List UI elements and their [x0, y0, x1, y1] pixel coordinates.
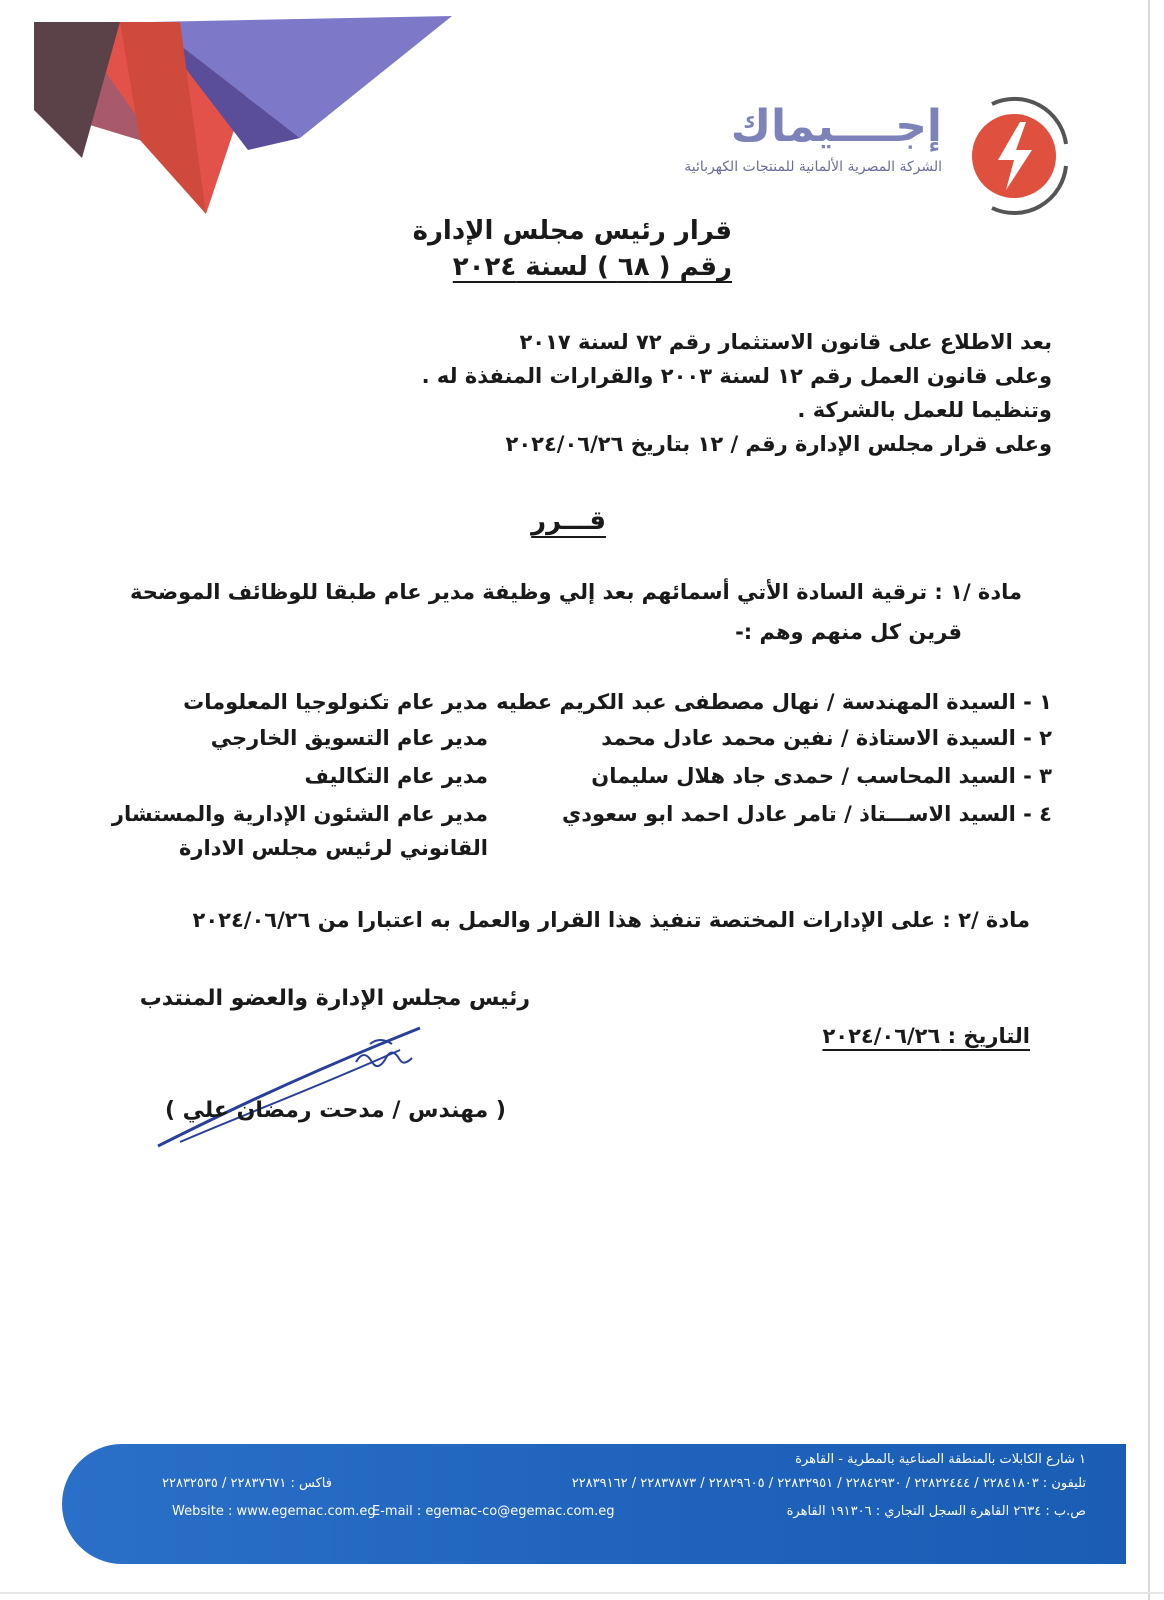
brand-block — [582, 98, 942, 176]
footer-fax: فاكس : ٢٢٨٣٧٦٧١ / ٢٢٨٣٢٥٣٥ — [162, 1476, 332, 1491]
footer-pobox: ص.ب : ٢٦٣٤ القاهرة السجل التجاري : ١٩١٣٠٦ القاهرة — [786, 1504, 1086, 1519]
footer-email: E-mail : egemac-co@egemac.com.eg — [372, 1504, 615, 1519]
appointee-name: ٢ - السيدة الاستاذة / نفين محمد عادل محمد — [601, 726, 1052, 750]
decision-date: التاريخ : ٢٠٢٤/٠٦/٢٦ — [822, 1024, 1030, 1048]
appointee-name: ٣ - السيد المحاسب / حمدى جاد هلال سليمان — [591, 764, 1052, 788]
handwritten-signature — [150, 1020, 450, 1150]
preamble-line: وعلى قانون العمل رقم ١٢ لسنة ٢٠٠٣ والقرارات المنفذة له . — [421, 364, 1052, 388]
page-edge — [1148, 0, 1150, 1600]
appointee-role: مدير عام الشئون الإدارية والمستشار — [111, 802, 488, 826]
decision-number: رقم ( ٦٨ ) لسنة ٢٠٢٤ — [452, 252, 732, 282]
appointee-role: مدير عام التكاليف — [304, 764, 488, 788]
signatory-title: رئيس مجلس الإدارة والعضو المنتدب — [139, 986, 530, 1011]
appointee-name: ١ - السيدة المهندسة / نهال مصطفى عبد الكريم عطيه — [496, 690, 1052, 714]
article-1-line-1: مادة /١ : ترقية السادة الأتي أسمائهم بعد إلي وظيفة مدير عام طبقا للوظائف الموضحة — [129, 580, 1022, 604]
article-1-line-2: قرين كل منهم وهم :- — [735, 620, 962, 644]
article-2: مادة /٢ : على الإدارات المختصة تنفيذ هذا القرار والعمل به اعتبارا من ٢٠٢٤/٠٦/٢٦ — [192, 908, 1030, 932]
preamble-line: وتنظيما للعمل بالشركة . — [797, 398, 1052, 422]
company-logo-icon — [962, 94, 1072, 218]
decision-heading: قـــرر — [531, 506, 606, 536]
footer-address: ١ شارع الكابلات بالمنطقة الصناعية بالمطرية - القاهرة — [795, 1452, 1086, 1467]
company-subtitle: الشركة المصرية الألمانية للمنتجات الكهربائية — [684, 159, 942, 175]
preamble-line: بعد الاطلاع على قانون الاستثمار رقم ٧٢ لسنة ٢٠١٧ — [519, 330, 1052, 354]
appointee-name: ٤ - السيد الاســـتاذ / تامر عادل احمد ابو سعودي — [562, 802, 1052, 826]
preamble-line: وعلى قرار مجلس الإدارة رقم / ١٢ بتاريخ ٢٠٢٤/٠٦/٢٦ — [505, 432, 1052, 456]
page-edge-bottom — [0, 1592, 1164, 1594]
appointee-role: مدير عام تكنولوجيا المعلومات — [183, 690, 488, 714]
appointee-role-continued: القانوني لرئيس مجلس الادارة — [179, 836, 488, 860]
footer-website: Website : www.egemac.com.eg — [172, 1504, 376, 1519]
footer-phones: تليفون : ٢٢٨٤١٨٠٣ / ٢٢٨٢٢٤٤٤ / ٢٢٨٤٢٩٣٠ / ٢٢٨٣٢٩٥١ / ٢٢٨٢٩٦٠٥ / ٢٢٨٣٧٨٧٣ / ٢٢٨٣٩١٦٢ — [571, 1476, 1086, 1491]
signatory-name: ( مهندس / مدحت رمضان علي ) — [164, 1098, 506, 1123]
letterhead-footer — [62, 1444, 1126, 1564]
decision-title: قرار رئيس مجلس الإدارة — [412, 216, 732, 246]
header-decoration — [0, 0, 470, 230]
company-name: إجــــيماك — [730, 101, 942, 152]
appointee-role: مدير عام التسويق الخارجي — [210, 726, 488, 750]
